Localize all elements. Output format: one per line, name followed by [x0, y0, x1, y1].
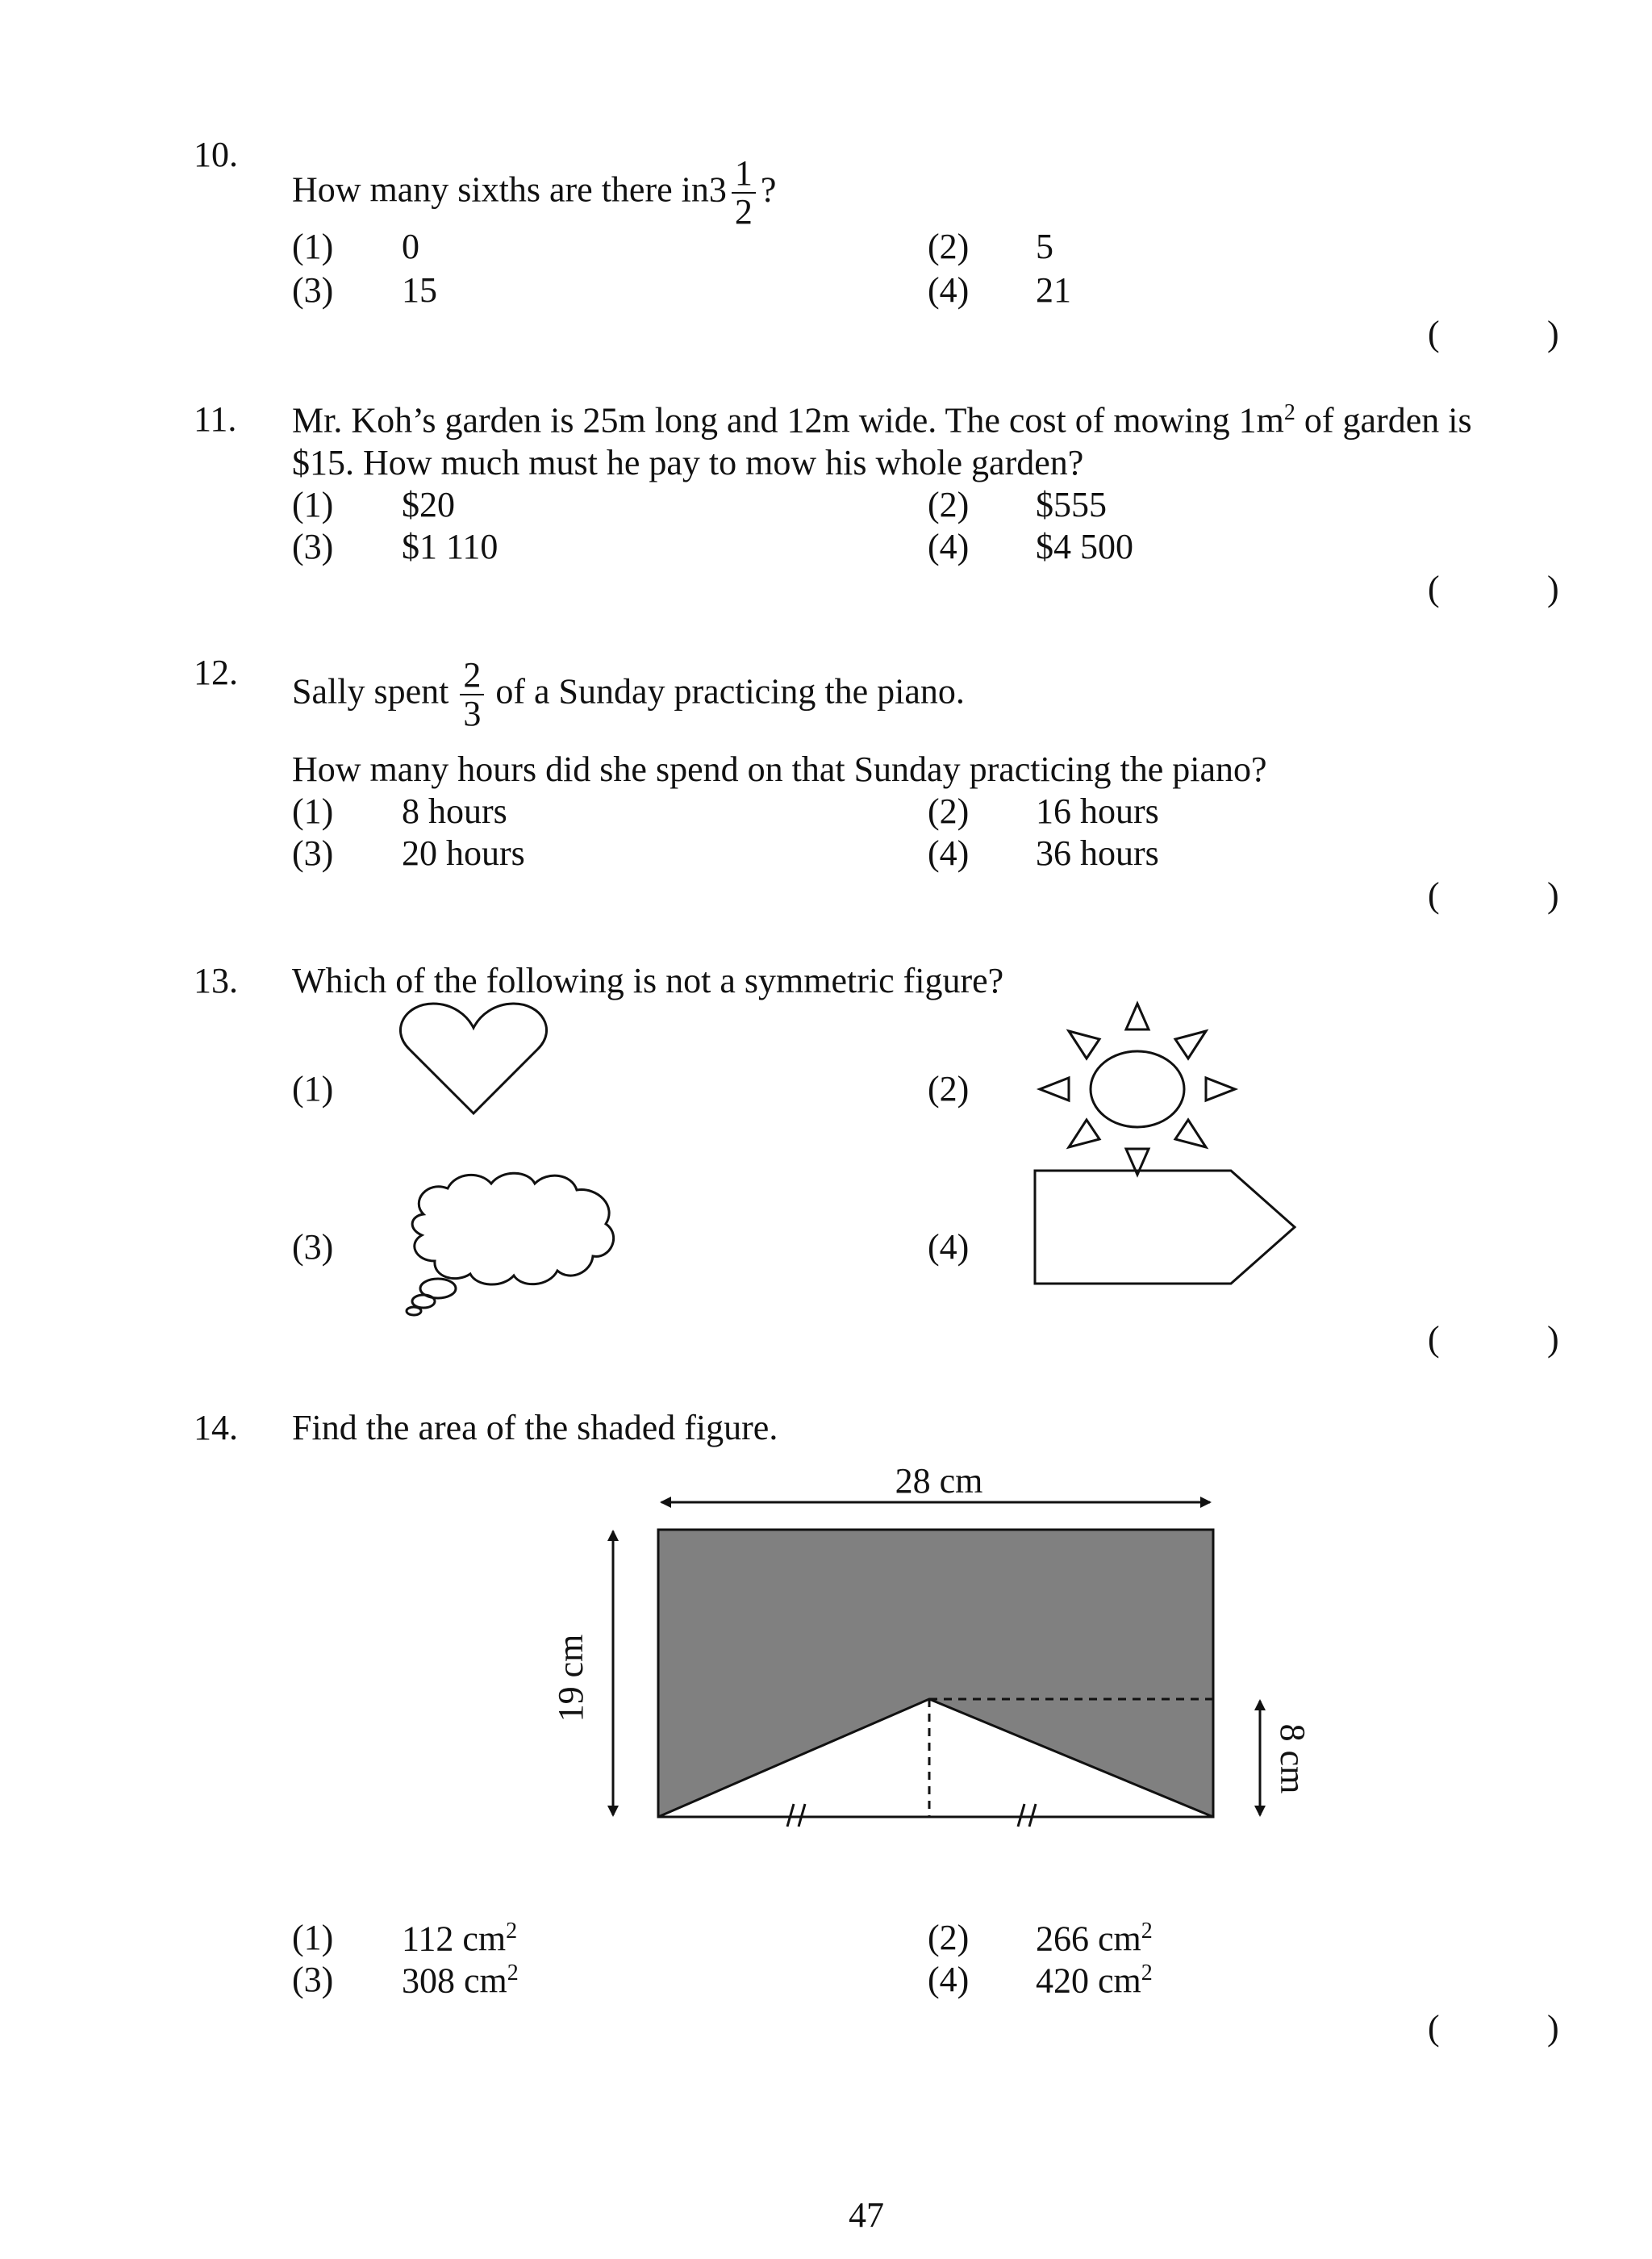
answer-bracket-open[interactable]: (	[1428, 2008, 1440, 2048]
superscript: 2	[507, 1960, 519, 1985]
fraction-denominator: 2	[734, 192, 753, 232]
option-value[interactable]	[1036, 1962, 1153, 1999]
page-number: 47	[849, 2195, 884, 2235]
superscript: 2	[506, 1919, 518, 1944]
question-text-part: How many sixths are there in	[292, 169, 709, 210]
option-value-text: 112 cm	[402, 1919, 507, 1959]
question-text: Find the area of the shaded figure.	[292, 1408, 778, 1447]
option-label[interactable]: (1)	[292, 791, 334, 831]
option-label[interactable]: (4)	[928, 1960, 970, 1999]
option-value[interactable]: 5	[1036, 227, 1053, 266]
option-value[interactable]: $20	[402, 485, 455, 524]
option-value[interactable]: 8 hours	[402, 791, 507, 831]
option-value[interactable]: 15	[402, 270, 437, 310]
question-text-part: ?	[760, 169, 777, 210]
option-value[interactable]	[1036, 1920, 1153, 1957]
option-value[interactable]: $4 500	[1036, 527, 1133, 566]
question-text-part: Sally spent	[292, 671, 449, 712]
question-text-line2: How many hours did she spend on that Sunday practicing the piano?	[292, 750, 1267, 789]
option-label[interactable]: (3)	[292, 1227, 334, 1267]
option-label[interactable]: (3)	[292, 833, 334, 873]
option-label[interactable]: (3)	[292, 527, 334, 566]
option-label[interactable]: (1)	[292, 227, 334, 266]
question-text-part: of a Sunday practicing the piano.	[495, 671, 965, 712]
option-label[interactable]: (4)	[928, 1227, 970, 1267]
option-label[interactable]: (4)	[928, 270, 970, 310]
height-label: 19 cm	[551, 1634, 590, 1722]
option-label[interactable]: (2)	[928, 791, 970, 831]
answer-bracket-open[interactable]: (	[1428, 569, 1440, 608]
option-value[interactable]: 21	[1036, 270, 1071, 310]
option-value-text: 420 cm	[1036, 1960, 1141, 2001]
option-label[interactable]: (4)	[928, 527, 970, 566]
option-value[interactable]: 16 hours	[1036, 791, 1159, 831]
question-text-part: of garden is	[1295, 400, 1472, 441]
fraction-denominator: 3	[463, 694, 482, 734]
option-value[interactable]	[402, 1920, 517, 1957]
superscript: 2	[1283, 400, 1295, 425]
option-value[interactable]: 0	[402, 227, 419, 266]
answer-bracket-close[interactable]: )	[1547, 875, 1559, 915]
answer-bracket-close[interactable]: )	[1547, 2008, 1559, 2048]
answer-bracket-open[interactable]: (	[1428, 875, 1440, 915]
superscript: 2	[1141, 1960, 1153, 1985]
option-value-text: 308 cm	[402, 1960, 507, 2001]
option-value[interactable]	[402, 1962, 519, 1999]
option-label[interactable]: (1)	[292, 1918, 334, 1957]
option-label[interactable]: (1)	[292, 485, 334, 524]
fraction-numerator: 2	[460, 657, 484, 695]
option-label[interactable]: (2)	[928, 1918, 970, 1957]
option-label[interactable]: (3)	[292, 1960, 334, 1999]
option-label[interactable]: (2)	[928, 227, 970, 266]
question-text-part: Mr. Koh’s garden is 25m long and 12m wide. The cost of mowing 1m	[292, 400, 1284, 441]
mixed-number-whole: 3	[708, 169, 727, 210]
answer-bracket-close[interactable]: )	[1547, 569, 1559, 608]
triangle-height-label: 8 cm	[1273, 1723, 1312, 1794]
fraction-numerator: 1	[732, 155, 756, 194]
question-text-line2: $15. How much must he pay to mow his whole garden?	[292, 443, 1084, 482]
option-label[interactable]: (3)	[292, 270, 334, 310]
answer-bracket-close[interactable]: )	[1547, 314, 1559, 353]
answer-bracket-open[interactable]: (	[1428, 314, 1440, 353]
option-label[interactable]: (2)	[928, 1069, 970, 1109]
option-label[interactable]: (2)	[928, 485, 970, 524]
question-number: 12.	[194, 653, 238, 692]
option-label[interactable]: (1)	[292, 1069, 334, 1109]
option-value[interactable]: $1 110	[402, 527, 499, 566]
question-number: 11.	[194, 399, 237, 439]
option-value[interactable]: $555	[1036, 485, 1107, 524]
answer-bracket-close[interactable]: )	[1547, 1319, 1559, 1359]
answer-bracket-open[interactable]: (	[1428, 1319, 1440, 1359]
superscript: 2	[1141, 1919, 1153, 1944]
question-number: 10.	[194, 135, 238, 174]
option-label[interactable]: (4)	[928, 833, 970, 873]
question-text: Which of the following is not a symmetric figure?	[292, 961, 1004, 1000]
option-value[interactable]: 20 hours	[402, 833, 525, 873]
option-value[interactable]: 36 hours	[1036, 833, 1159, 873]
option-value-text: 266 cm	[1036, 1919, 1141, 1959]
width-label: 28 cm	[895, 1461, 983, 1501]
question-number: 13.	[194, 961, 238, 1000]
question-number: 14.	[194, 1408, 238, 1447]
